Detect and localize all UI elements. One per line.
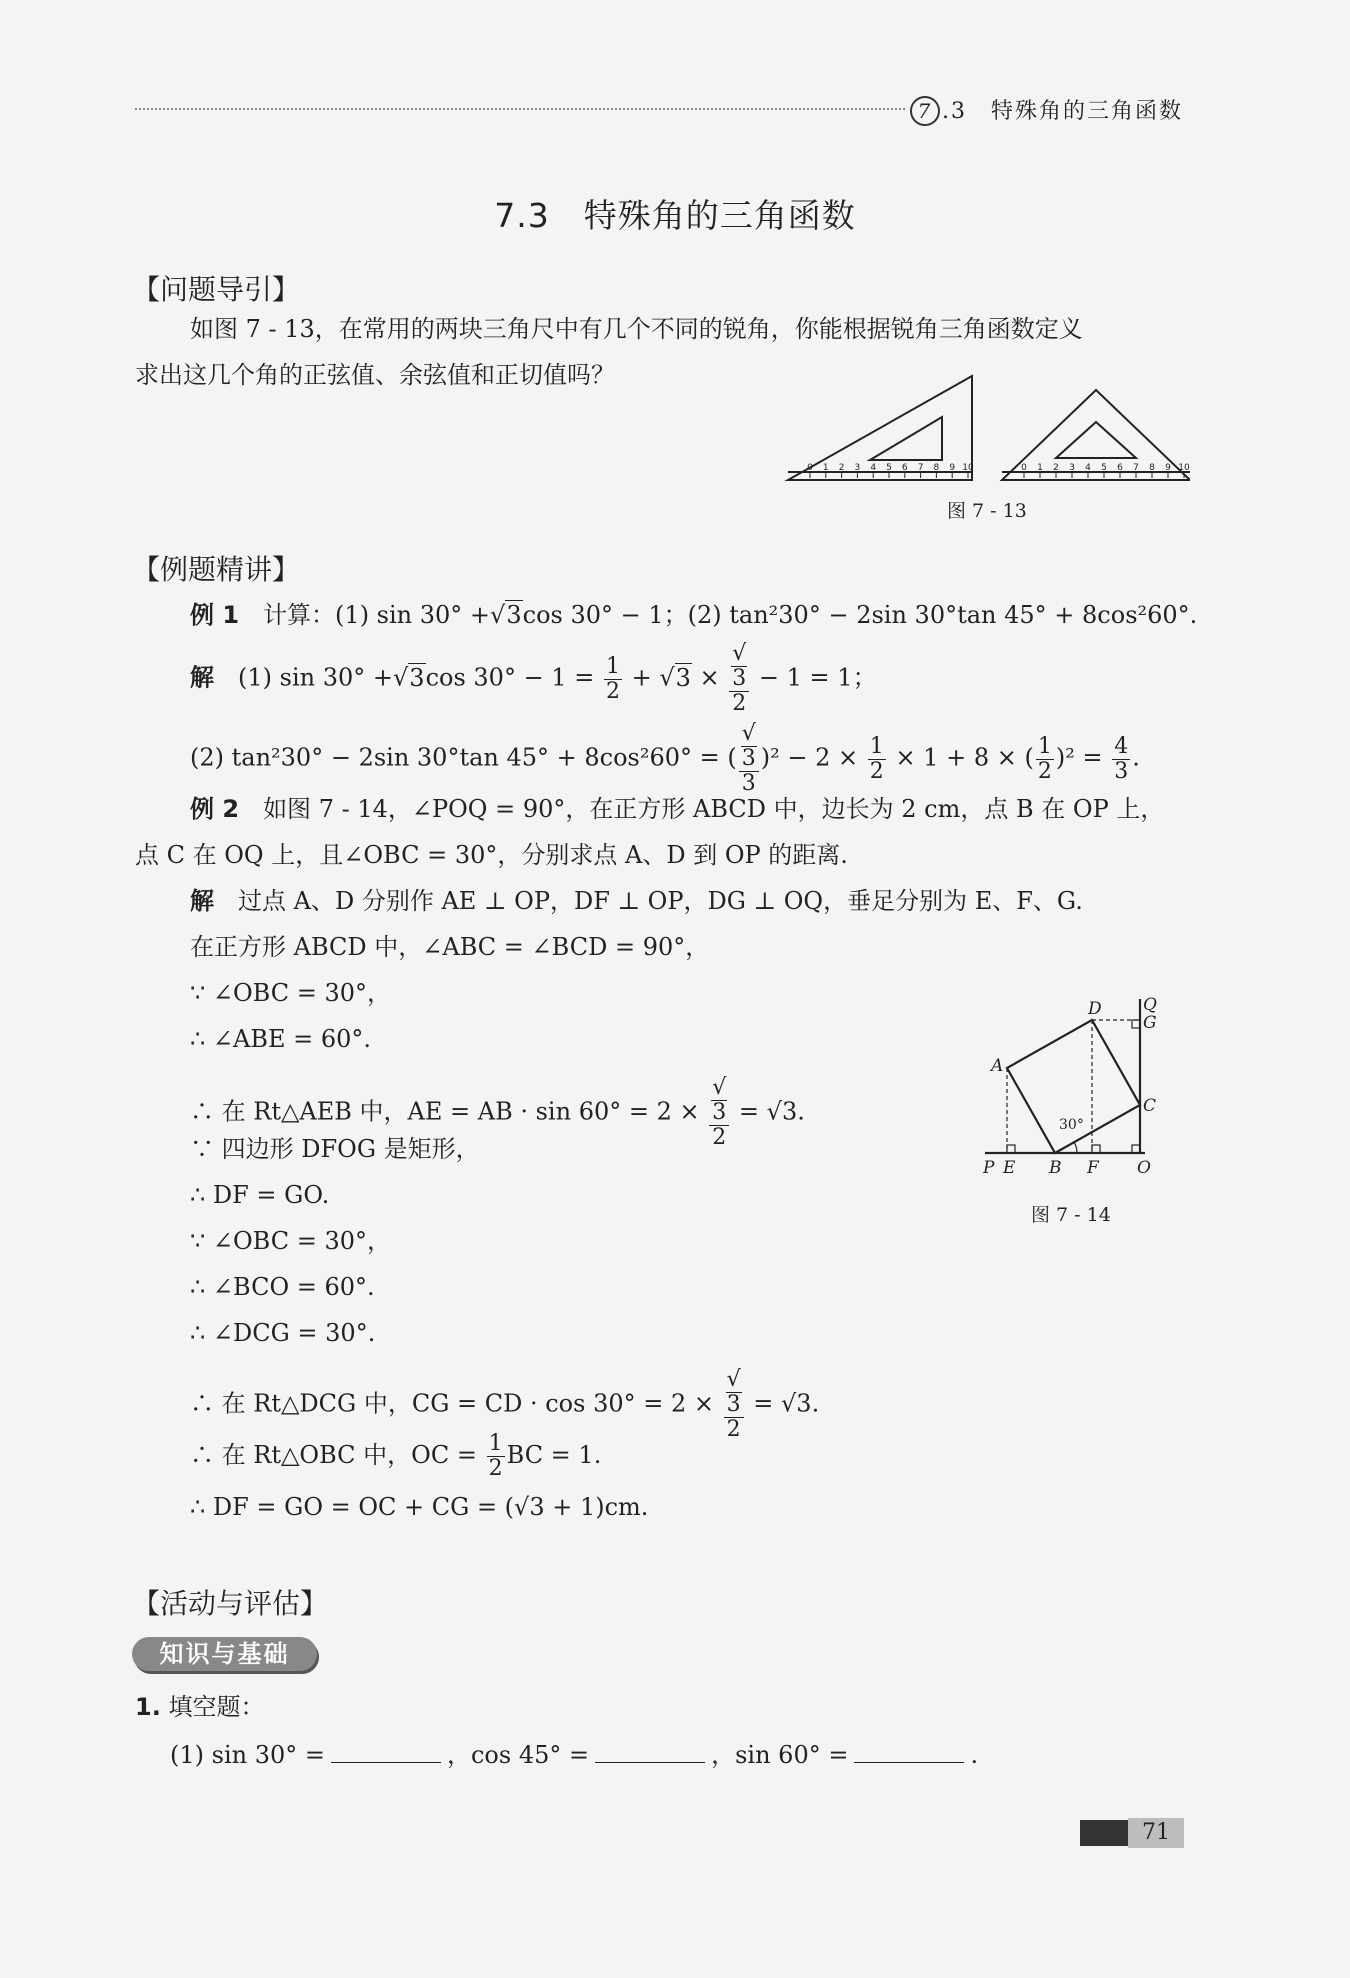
label-q: Q — [1143, 995, 1157, 1015]
ex1-problem-text-b: cos 30° − 1；(2) tan²30° − 2sin 30°tan 45° + 8cos²60°. — [522, 601, 1198, 629]
answer-blank-2[interactable] — [595, 1740, 705, 1763]
knowledge-badge: 知识与基础 — [132, 1637, 317, 1671]
fraction-1-2 — [604, 655, 622, 704]
ex-item-c: ，sin 60° = — [711, 1741, 849, 1769]
page-number: 71 — [1128, 1818, 1184, 1848]
figure-caption-7-13: 图 7 - 13 — [947, 500, 1027, 522]
header-dotted-line — [135, 108, 905, 110]
ex1-sol2-c: × 1 + 8 × — [895, 743, 1017, 772]
frac-den: 2 — [726, 1417, 741, 1442]
ex2-text-1: 如图 7 - 14，∠POQ = 90°，在正方形 ABCD 中，边长为 2 cm，点 B 在 OP 上， — [263, 795, 1165, 823]
ruler-tick-label: 1 — [1037, 463, 1043, 473]
ex-item-d: . — [970, 1741, 979, 1769]
sqrt-3: 3 — [409, 663, 425, 692]
frac-den: 2 — [605, 678, 620, 704]
ex1-sol1-b: cos 30° − 1 = — [425, 663, 595, 692]
ruler-tick-label: 10 — [962, 463, 974, 473]
ruler-tick-label: 4 — [1085, 463, 1091, 473]
ex1-sol2-a: (2) tan²30° − 2sin 30°tan 45° + 8cos²60° = — [190, 743, 720, 772]
answer-blank-3[interactable] — [854, 1740, 964, 1763]
label-d: D — [1088, 999, 1102, 1019]
label-f: F — [1087, 1158, 1099, 1178]
frac-num: √ 3 — [739, 722, 759, 772]
fraction-sqrt3-2 — [709, 1076, 729, 1150]
right-angle-o — [1132, 1145, 1140, 1153]
label-angle: 30° — [1059, 1117, 1084, 1133]
section-heading-activity: 【活动与评估】 — [132, 1587, 329, 1620]
ruler-tick-label: 7 — [1133, 463, 1139, 473]
example-2-step-9: ∴ ∠BCO = 60°. — [190, 1273, 375, 1301]
label-b: B — [1049, 1158, 1062, 1178]
fraction-1-2 — [868, 735, 886, 784]
frac-den: 2 — [1037, 758, 1052, 784]
fraction-1-2 — [1036, 735, 1054, 784]
ex1-problem-text-a: 计算：(1) sin 30° + — [263, 601, 491, 629]
chapter-circle: 7 — [910, 96, 940, 126]
fraction-sqrt3-3 — [739, 722, 759, 796]
example-2-step-11 — [190, 1368, 819, 1442]
ex2-step-end: = √3. — [738, 1097, 805, 1126]
frac-num: √ 3 — [724, 1368, 744, 1418]
label-g: G — [1143, 1013, 1157, 1033]
ex2-step-end: BC = 1. — [506, 1441, 602, 1469]
frac-num: √ 3 — [729, 642, 749, 692]
ruler-tick-label: 7 — [917, 463, 924, 473]
set-square-30-60 — [788, 376, 972, 480]
label-e: E — [1003, 1158, 1016, 1178]
ex1-sol1-a: (1) sin 30° + — [238, 663, 393, 692]
exercise-1-title — [135, 1692, 264, 1723]
exercise-title: 填空题： — [168, 1693, 265, 1721]
frac-den: 3 — [741, 771, 756, 796]
frac-num: 1 — [869, 733, 884, 759]
example-2-step-4: ∴ ∠ABE = 60°. — [190, 1025, 372, 1053]
fraction-4-3 — [1112, 735, 1130, 784]
ruler-tick-label: 0 — [807, 463, 813, 473]
example-2-step-12 — [190, 1432, 601, 1481]
set-square-45 — [1002, 390, 1190, 480]
frac-den: 2 — [732, 691, 747, 716]
label-a: A — [991, 1056, 1004, 1076]
solution-label: 解 — [190, 663, 214, 692]
example-1-solution-1: 解 (1) sin 30° +√3cos 30° − 1 = $\frac{1}{2}$ + √3 × √ 3 2 − 1 = 1； — [190, 641, 877, 716]
ruler-tick-label: 6 — [901, 463, 908, 473]
ex2-step-text: ∴ 在 Rt△OBC 中，OC = — [190, 1441, 477, 1469]
sqrt-3: 3 — [741, 746, 756, 771]
page-title: 7.3 特殊角的三角函数 — [494, 196, 856, 235]
ex1-sol2-b: − 2 × — [787, 743, 859, 772]
ruler-tick-label: 0 — [1021, 463, 1027, 473]
square-abcd — [1007, 1020, 1140, 1153]
frac-num: 1 — [605, 653, 620, 679]
ex1-sol2-d: = — [1082, 743, 1103, 772]
example-2-line-2: 点 C 在 OQ 上，且∠OBC = 30°，分别求点 A、D 到 OP 的距离. — [135, 841, 848, 869]
ruler-ticks-right — [1021, 463, 1190, 478]
sqrt-3: 3 — [732, 666, 747, 691]
ex2-step-text: ∴ 在 Rt△DCG 中，CG = CD · cos 30° = 2 × — [190, 1389, 714, 1418]
frac-den: 2 — [869, 758, 884, 784]
ruler-tick-label: 5 — [886, 463, 892, 473]
sqrt-3: 3 — [506, 601, 522, 629]
example-1-problem: 例 1 计算：(1) sin 30° +√3cos 30° − 1；(2) tan²30° − 2sin 30°tan 45° + 8cos²60°. — [190, 601, 1198, 629]
frac-den: 2 — [712, 1125, 727, 1150]
ruler-tick-label: 8 — [933, 463, 940, 473]
frac-den: 2 — [488, 1456, 503, 1481]
ruler-tick-label: 1 — [822, 463, 829, 473]
exercise-1-item-1 — [170, 1740, 978, 1771]
set-squares-figure — [780, 372, 1190, 484]
sqrt-3: 3 — [712, 1100, 727, 1125]
ruler-tick-label: 8 — [1149, 463, 1155, 473]
ex2-step-end: = √3. — [753, 1389, 820, 1418]
ex2-step-text: ∴ 在 Rt△AEB 中，AE = AB · sin 60° = 2 × — [190, 1097, 700, 1126]
label-c: C — [1143, 1096, 1157, 1116]
header-title: 特殊角的三角函数 — [991, 99, 1184, 124]
example-2-step-13: ∴ DF = GO = OC + CG = (√3 + 1)cm. — [190, 1493, 649, 1521]
ex2-step-text: 过点 A、D 分别作 AE ⊥ OP，DF ⊥ OP，DG ⊥ OQ，垂足分别为 E、F、G. — [238, 887, 1083, 915]
ex-item-a: (1) sin 30° = — [170, 1741, 325, 1769]
fraction-sqrt3-2 — [729, 642, 749, 716]
angle-arc-b — [1074, 1142, 1077, 1153]
section-heading-guide: 【问题导引】 — [132, 273, 301, 306]
solution-label: 解 — [190, 887, 214, 915]
example-2-step-2: 在正方形 ABCD 中，∠ABC = ∠BCD = 90°， — [190, 933, 710, 961]
example-2-step-3: ∵ ∠OBC = 30°， — [190, 979, 392, 1007]
ruler-tick-label: 9 — [949, 463, 956, 473]
example-2-step-6: ∵ 四边形 DFOG 是矩形， — [190, 1135, 480, 1163]
sqrt-3: 3 — [675, 663, 691, 692]
right-angle-f — [1092, 1145, 1100, 1153]
ruler-tick-label: 5 — [1101, 463, 1107, 473]
label-o: O — [1137, 1158, 1151, 1178]
figure-caption-7-14: 图 7 - 14 — [1031, 1204, 1111, 1226]
frac-num: 4 — [1114, 733, 1129, 759]
example-2-line-1 — [190, 794, 1164, 825]
right-angle-g — [1132, 1020, 1140, 1028]
example-2-step-1 — [190, 886, 1083, 917]
intro-line-1: 如图 7 - 13，在常用的两块三角尺中有几个不同的锐角，你能根据锐角三角函数定义 — [190, 315, 1083, 343]
answer-blank-1[interactable] — [331, 1740, 441, 1763]
example-2-step-8: ∵ ∠OBC = 30°， — [190, 1227, 392, 1255]
ruler-tick-label: 10 — [1178, 463, 1190, 473]
ruler-tick-label: 3 — [1069, 463, 1075, 473]
running-header — [910, 94, 1183, 126]
ruler-tick-label: 6 — [1117, 463, 1123, 473]
ruler-tick-label: 2 — [838, 463, 845, 473]
example-2-step-7: ∴ DF = GO. — [190, 1181, 330, 1209]
ruler-tick-label: 4 — [870, 463, 877, 473]
ex1-sol1-c: − 1 = 1； — [758, 663, 877, 692]
intro-line-2: 求出这几个角的正弦值、余弦值和正切值吗？ — [135, 361, 615, 389]
ruler-tick-label: 9 — [1165, 463, 1171, 473]
example-1-label: 例 1 — [190, 601, 240, 629]
example-2-step-10: ∴ ∠DCG = 30°. — [190, 1319, 376, 1347]
frac-num: 1 — [1037, 733, 1052, 759]
header-section: .3 — [942, 99, 967, 124]
square-angle-figure — [975, 995, 1175, 1180]
frac-den: 3 — [1114, 758, 1129, 784]
example-1-solution-2: (2) tan²30° − 2sin 30°tan 45° + 8cos²60° = ( √ 3 3 )² − 2 × $\frac{1}{2}$ × 1 + 8 × ( $\frac{1}{2}$ )² = $\frac{4}{3}$ . — [190, 721, 1140, 796]
fraction-sqrt3-2 — [724, 1368, 744, 1442]
ruler-ticks-left — [807, 463, 974, 478]
label-p: P — [983, 1158, 995, 1178]
example-2-label: 例 2 — [190, 795, 240, 823]
exercise-number: 1. — [135, 1693, 161, 1721]
right-angle-e — [1007, 1145, 1015, 1153]
section-heading-examples: 【例题精讲】 — [132, 553, 301, 586]
ruler-tick-label: 3 — [854, 463, 861, 473]
sqrt-3: 3 — [726, 1392, 741, 1417]
ex-item-b: ，cos 45° = — [446, 1741, 590, 1769]
fraction-1-2 — [487, 1432, 505, 1481]
frac-num: √ 3 — [709, 1076, 729, 1126]
ruler-tick-label: 2 — [1053, 463, 1059, 473]
frac-num: 1 — [488, 1431, 503, 1456]
